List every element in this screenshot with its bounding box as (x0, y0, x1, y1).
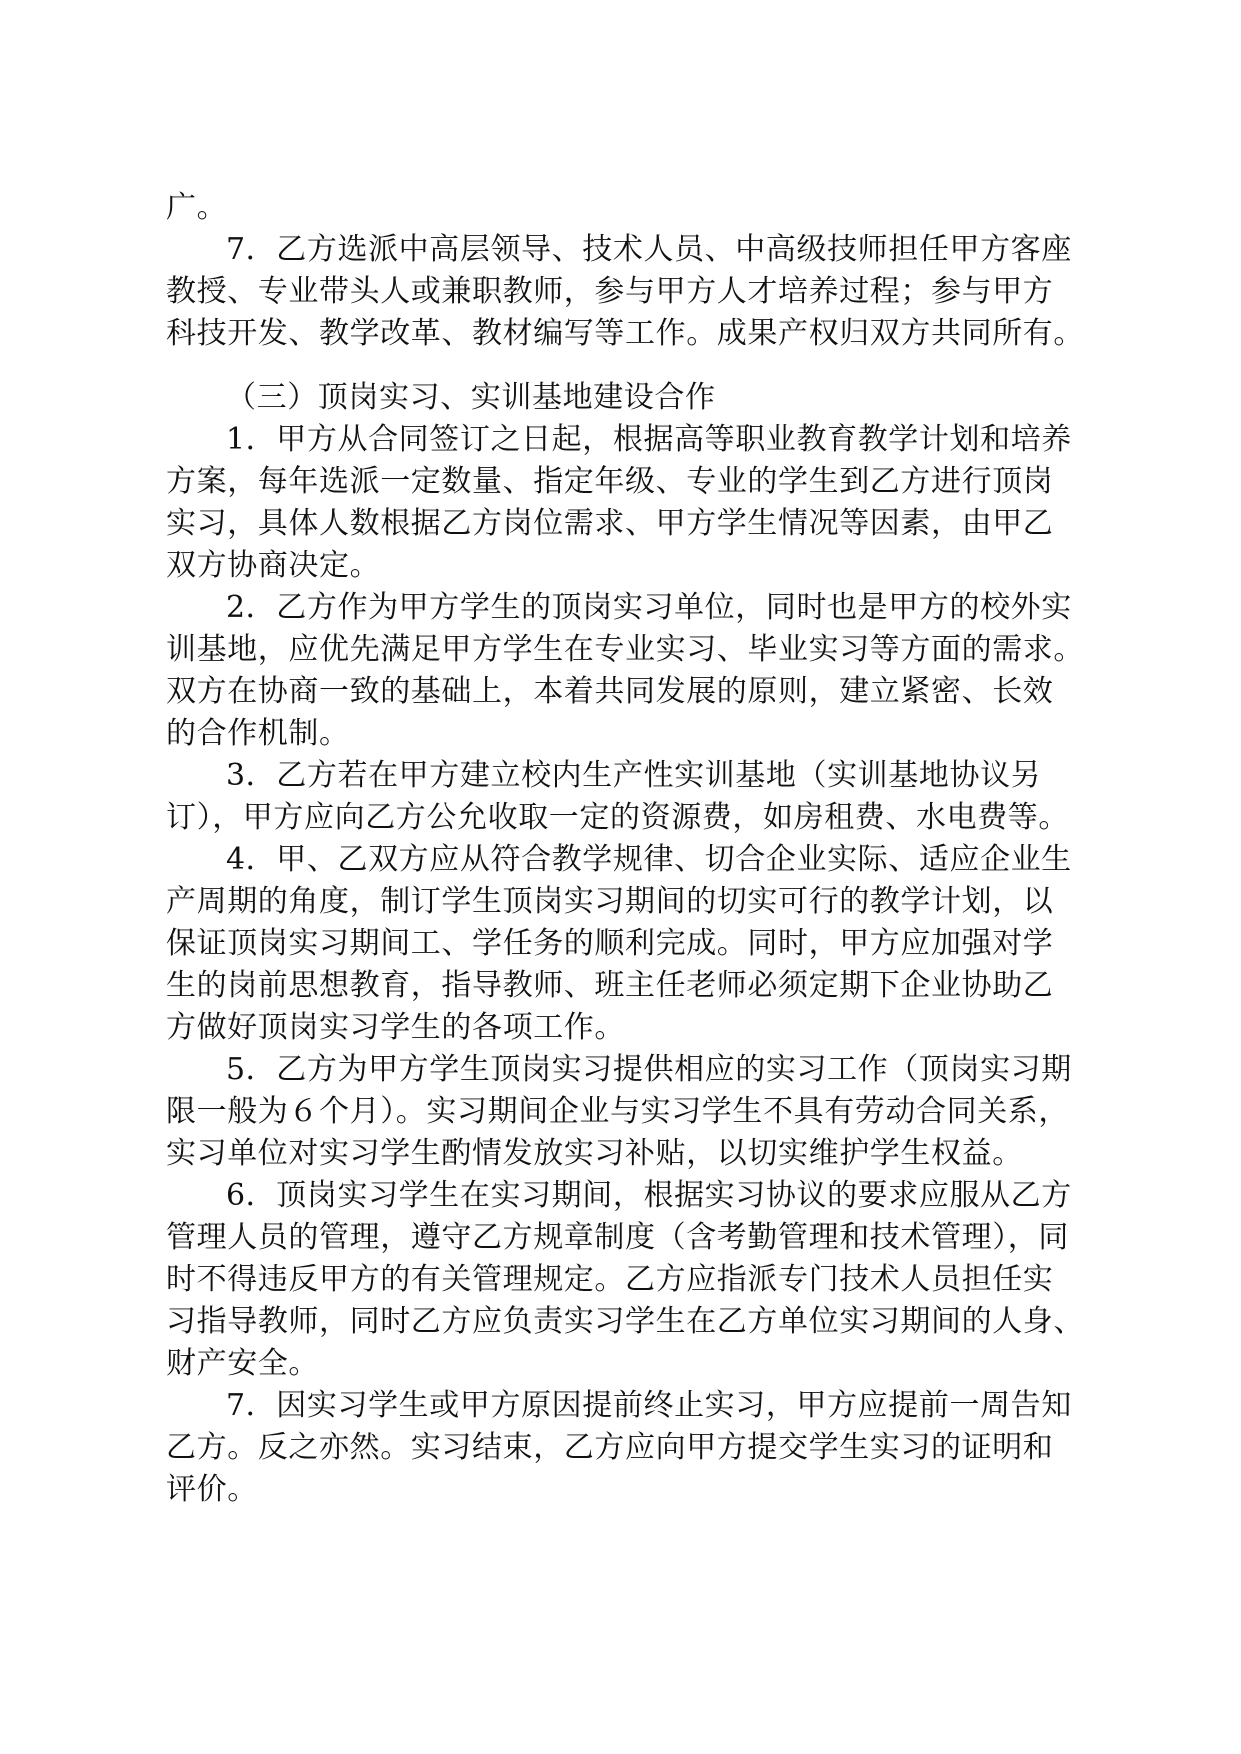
paragraph-line: 7．乙方选派中高层领导、技术人员、中高级技师担任甲方客座 (226, 232, 1072, 267)
paragraph-line: 4．甲、乙双方应从符合教学规律、切合企业实际、适应企业生 (226, 842, 1072, 877)
paragraph-line: 生的岗前思想教育，指导教师、班主任老师必须定期下企业协助乙 (166, 968, 1054, 1003)
paragraph-line: 评价。 (166, 1472, 258, 1507)
paragraph-line: 的合作机制。 (166, 716, 350, 751)
paragraph-line: 7．因实习学生或甲方原因提前终止实习，甲方应提前一周告知 (226, 1388, 1072, 1423)
paragraph-line: 订），甲方应向乙方公允收取一定的资源费，如房租费、水电费等。 (166, 800, 1069, 835)
paragraph-line: 实习，具体人数根据乙方岗位需求、甲方学生情况等因素，由甲乙 (166, 506, 1054, 541)
paragraph-line: 教授、专业带头人或兼职教师，参与甲方人才培养过程；参与甲方 (166, 274, 1054, 309)
paragraph-line: 1．甲方从合同签订之日起，根据高等职业教育教学计划和培养 (226, 422, 1072, 457)
paragraph-line: 保证顶岗实习期间工、学任务的顺利完成。同时，甲方应加强对学 (166, 926, 1054, 961)
section-heading: （三）顶岗实习、实训基地建设合作 (226, 380, 716, 415)
paragraph-line: 2．乙方作为甲方学生的顶岗实习单位，同时也是甲方的校外实 (226, 590, 1072, 625)
paragraph-line: 3．乙方若在甲方建立校内生产性实训基地（实训基地协议另 (226, 758, 1042, 793)
paragraph-line: 管理人员的管理，遵守乙方规章制度（含考勤管理和技术管理），同 (166, 1220, 1069, 1255)
paragraph-line: 习指导教师，同时乙方应负责实习学生在乙方单位实习期间的人身、 (166, 1304, 1084, 1339)
paragraph-line: 6．顶岗实习学生在实习期间，根据实习协议的要求应服从乙方 (226, 1178, 1072, 1213)
paragraph-fragment: 广。 (166, 190, 228, 225)
paragraph-line: 实习单位对实习学生酌情发放实习补贴，以切实维护学生权益。 (166, 1136, 1023, 1171)
paragraph-line: 方做好顶岗实习学生的各项工作。 (166, 1010, 625, 1045)
paragraph-line: 乙方。反之亦然。实习结束，乙方应向甲方提交学生实习的证明和 (166, 1430, 1054, 1465)
paragraph-line: 5．乙方为甲方学生顶岗实习提供相应的实习工作（顶岗实习期 (226, 1052, 1072, 1087)
paragraph-line: 限一般为６个月）。实习期间企业与实习学生不具有劳动合同关系， (166, 1094, 1069, 1129)
paragraph-line: 科技开发、教学改革、教材编写等工作。成果产权归双方共同所有。 (166, 316, 1084, 351)
paragraph-line: 双方在协商一致的基础上，本着共同发展的原则，建立紧密、长效 (166, 674, 1054, 709)
paragraph-line: 双方协商决定。 (166, 548, 381, 583)
paragraph-line: 财产安全。 (166, 1346, 319, 1381)
paragraph-line: 时不得违反甲方的有关管理规定。乙方应指派专门技术人员担任实 (166, 1262, 1054, 1297)
paragraph-line: 产周期的角度，制订学生顶岗实习期间的切实可行的教学计划，以 (166, 884, 1054, 919)
paragraph-line: 训基地，应优先满足甲方学生在专业实习、毕业实习等方面的需求。 (166, 632, 1084, 667)
paragraph-line: 方案，每年选派一定数量、指定年级、专业的学生到乙方进行顶岗 (166, 464, 1054, 499)
